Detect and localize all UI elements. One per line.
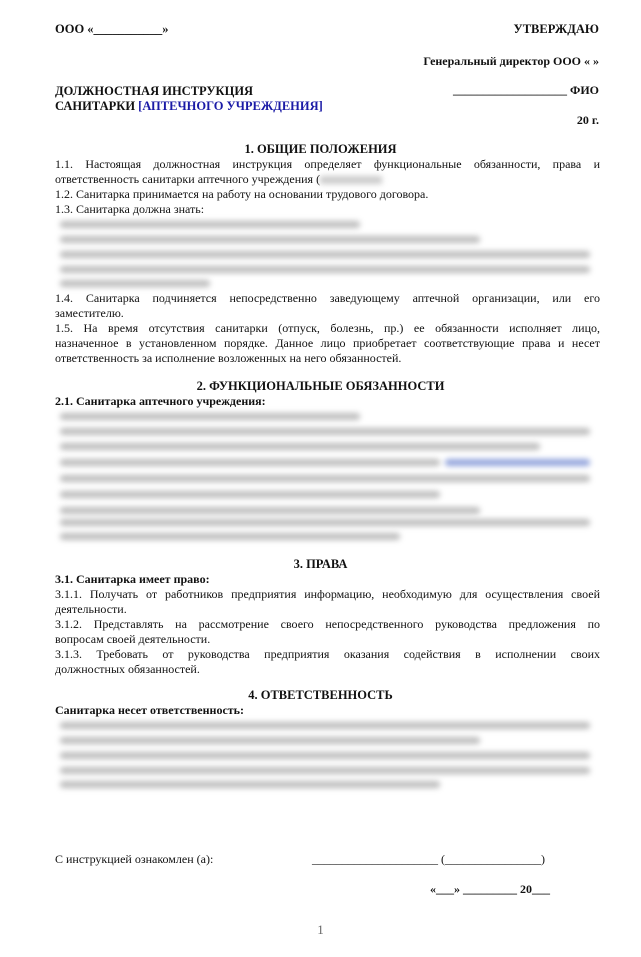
date-line: «___» _________ 20___ (430, 882, 550, 896)
acquainted-label: С инструкцией ознакомлен (а): (55, 852, 214, 866)
title-line-1: ДОЛЖНОСТНАЯ ИНСТРУКЦИЯ (55, 84, 254, 98)
blurred-line (60, 491, 440, 498)
section-3-subtitle: 3.1. Санитарка имеет право: (55, 572, 210, 586)
section-3-title: 3. ПРАВА (293, 557, 348, 571)
blurred-line (60, 266, 590, 273)
blurred-link (445, 459, 590, 466)
blurred-line (60, 475, 590, 482)
title-highlight: [АПТЕЧНОГО УЧРЕЖДЕНИЯ] (138, 99, 323, 113)
approve-label: УТВЕРЖДАЮ (513, 22, 599, 36)
blurred-line (60, 767, 590, 774)
s3-p2-line1: 3.1.2. Представлять на рассмотрение своего непосредственного руководства предложения по (55, 617, 600, 631)
signature-line: _____________________ (________________) (312, 852, 545, 866)
director-line: Генеральный директор ООО « » (423, 54, 599, 68)
blurred-line (60, 251, 590, 258)
s3-p3-line2: должностных обязанностей. (55, 662, 200, 676)
blurred-line (60, 752, 590, 759)
company-name: ООО «___________» (55, 22, 169, 36)
s1-p2: 1.2. Санитарка принимается на работу на основании трудового договора. (55, 187, 429, 201)
s3-p1-line2: деятельности. (55, 602, 127, 616)
s1-p3: 1.3. Санитарка должна знать: (55, 202, 205, 216)
blurred-line (60, 413, 360, 420)
blurred-line (60, 533, 400, 540)
s3-p1-line1: 3.1.1. Получать от работников предприятия информацию, необходимую для осуществления своей (55, 587, 600, 601)
s3-p2-line2: вопросам своей деятельности. (55, 632, 211, 646)
title-prefix: САНИТАРКИ (55, 99, 139, 113)
blurred-line (60, 737, 480, 744)
blurred-line (60, 722, 590, 729)
section-2-title: 2. ФУНКЦИОНАЛЬНЫЕ ОБЯЗАННОСТИ (196, 379, 445, 393)
s3-p3-line1: 3.1.3. Требовать от руководства предприятия оказания содействия в исполнении своих (55, 647, 600, 661)
blurred-line (60, 236, 480, 243)
blurred-line (60, 459, 440, 466)
blurred-line (60, 443, 540, 450)
section-2-subtitle: 2.1. Санитарка аптечного учреждения: (55, 394, 266, 408)
year-line: 20 г. (576, 113, 599, 127)
s1-p1-line1: 1.1. Настоящая должностная инструкция определяет функциональные обязанности, права и (55, 157, 600, 171)
blurred-line (60, 428, 590, 435)
redacted-text (320, 176, 382, 184)
page-number: 1 (317, 922, 324, 937)
s1-p1-line2 (55, 172, 600, 187)
fio-line: ___________________ ФИО (453, 83, 599, 97)
section-4-subtitle: Санитарка несет ответственность: (55, 703, 245, 717)
blurred-line (60, 519, 590, 526)
title-line-2 (55, 99, 323, 114)
section-1-title: 1. ОБЩИЕ ПОЛОЖЕНИЯ (244, 142, 397, 156)
s1-p5-line1: 1.5. На время отсутствия санитарки (отпуск, болезнь, пр.) ее обязанности исполняет лицо, (55, 321, 600, 335)
blurred-line (60, 507, 480, 514)
s1-p1-line2-text: ответственность санитарки аптечного учреждения ( (55, 172, 321, 186)
s1-p4-line1: 1.4. Санитарка подчиняется непосредственно заведующему аптечной организации, или его (55, 291, 600, 305)
blurred-line (60, 221, 360, 228)
blurred-line (60, 280, 210, 287)
section-4-title: 4. ОТВЕТСТВЕННОСТЬ (248, 688, 393, 702)
blurred-line (60, 781, 440, 788)
s1-p5-line3: ответственность за исполнение возложенных на него обязанностей. (55, 351, 402, 365)
s1-p4-line2: заместителю. (55, 306, 124, 320)
s1-p5-line2: назначенное в установленном порядке. Данное лицо приобретает соответствующие права и несет (55, 336, 600, 350)
